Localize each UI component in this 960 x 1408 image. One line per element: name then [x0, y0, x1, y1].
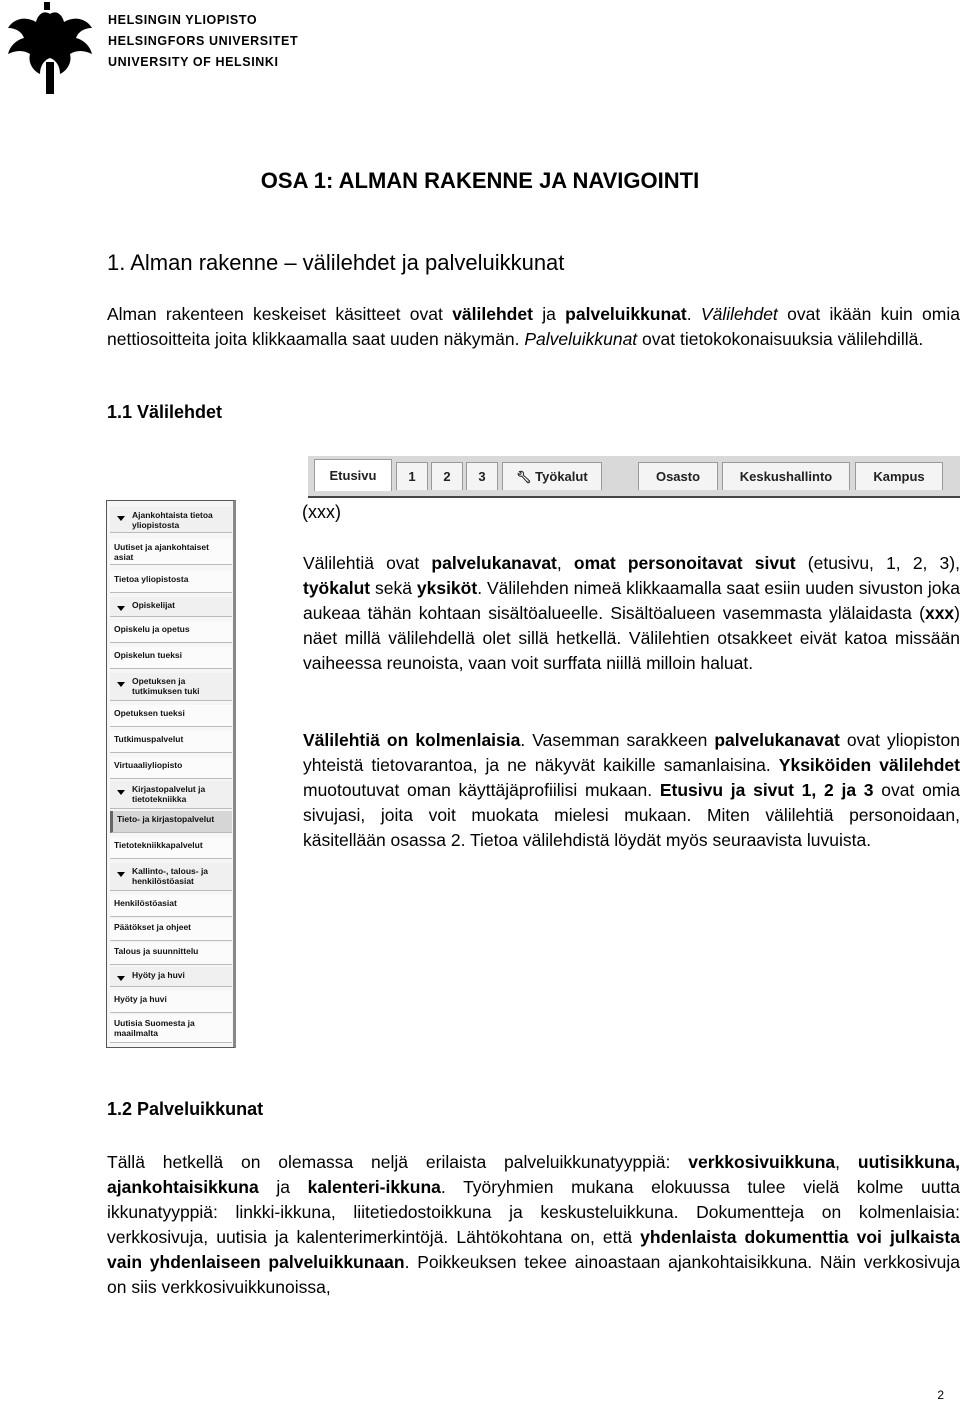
sidebar-item[interactable]: Virtuaaliyliopisto: [110, 757, 232, 779]
windows-paragraph: Tällä hetkellä on olemassa neljä erilaista palveluikkunatyyppiä: verkkosivuikkuna, uutisikkuna, ajankohtaisikkuna ja kalenteri-ikkuna. Työryhmien mukana elokuussa tulee vielä kolme uutta ikkunatyyppiä: linkki-ikkuna, liitetiedostoikkuna ja keskusteluikkuna. Dokumentteja on kolmenlaisia: verkkosivuja, uutisia ja kalenterimerkintöjä. Lähtökohtana on, että yhdenlaista dokumenttia voi julkaista vain yhdenlaiseen palveluikkunaan. Poikkeuksen tekee ainoastaan ajankohtaisikkuna. Näin verkkosivuja on siis verkkosivuikkunoissa,: [107, 1152, 960, 1297]
sidebar-item-active[interactable]: Tieto- ja kirjastopalvelut: [110, 811, 232, 833]
sidebar-item[interactable]: Tutkimuspalvelut: [110, 731, 232, 753]
sidebar-group[interactable]: Opetuksen ja tutkimuksen tuki: [110, 673, 232, 701]
tab-3[interactable]: 3: [466, 462, 498, 490]
chevron-down-icon: [117, 682, 125, 687]
page-title: OSA 1: ALMAN RAKENNE JA NAVIGOINTI: [260, 168, 700, 193]
tab-1[interactable]: 1: [396, 462, 428, 490]
sidebar-item[interactable]: Opiskelun tueksi: [110, 647, 232, 669]
sidebar-group[interactable]: Kirjastopalvelut ja tietotekniikka: [110, 781, 232, 809]
university-logo: [0, 0, 98, 96]
sidebar-item[interactable]: Opiskelu ja opetus: [110, 621, 232, 643]
page-number: 2: [937, 1388, 944, 1402]
chevron-down-icon: [117, 872, 125, 877]
section-1-1-heading: 1.1 Välilehdet: [107, 402, 223, 422]
sidebar-item[interactable]: Uutiset ja ajankohtaiset asiat: [110, 539, 232, 565]
sidebar-item[interactable]: Hyöty ja huvi: [110, 991, 232, 1013]
chevron-down-icon: [117, 516, 125, 521]
sidebar-item[interactable]: Opetuksen tueksi: [110, 705, 232, 727]
xxx-marker: (xxx): [302, 502, 341, 522]
sidebar-screenshot: [106, 500, 236, 1048]
tab-kampus[interactable]: Kampus: [855, 462, 943, 490]
wrench-icon: 🔧︎: [516, 470, 532, 484]
sidebar-group[interactable]: Opiskelijat: [110, 597, 232, 617]
uni-line-en: UNIVERSITY OF HELSINKI: [108, 55, 279, 69]
flame-logo-icon: [0, 0, 98, 96]
tab-tyokalut-label: Työkalut: [535, 469, 588, 484]
sidebar-group[interactable]: Kallinto-, talous- ja henkilöstöasiat: [110, 863, 232, 891]
uni-line-fi: HELSINGIN YLIOPISTO: [108, 13, 258, 27]
sidebar-item[interactable]: Uutisia Suomesta ja maailmalta: [110, 1015, 232, 1043]
tabs-paragraph-2: Välilehtiä on kolmenlaisia. Vasemman sarakkeen palvelukanavat ovat yliopiston yhteistä tietovarantoa, ja ne näkyvät kaikille samanlaisina. Yksiköiden välilehdet muotoutuvat oman käyttäjäprofiilisi mukaan. Etusivu ja sivut 1, 2 ja 3 ovat omia sivujasi, joita voit muokata mielesi mukaan. Miten välilehtiä personoidaan, käsitellään osassa 2. Tietoa välilehdistä löydät myös seuraavista luvuista.: [303, 730, 960, 850]
section-1-2-heading: 1.2 Palveluikkunat: [107, 1099, 264, 1119]
sidebar-item[interactable]: Henkilöstöasiat: [110, 895, 232, 917]
tab-etusivu[interactable]: Etusivu: [314, 459, 392, 491]
sidebar-item[interactable]: Tietotekniikkapalvelut: [110, 837, 232, 859]
tab-2[interactable]: 2: [431, 462, 463, 490]
sidebar-item[interactable]: Tietoa yliopistosta: [110, 571, 232, 593]
chevron-down-icon: [117, 790, 125, 795]
tab-keskushallinto[interactable]: Keskushallinto: [722, 462, 850, 490]
university-name: [108, 10, 298, 73]
sidebar-item[interactable]: Päätökset ja ohjeet: [110, 919, 232, 941]
sidebar-group[interactable]: Ajankohtaista tietoa yliopistosta: [110, 507, 232, 533]
chevron-down-icon: [117, 976, 125, 981]
uni-line-sv: HELSINGFORS UNIVERSITET: [108, 34, 299, 48]
tab-osasto[interactable]: Osasto: [638, 462, 718, 490]
sidebar-item[interactable]: Talous ja suunnittelu: [110, 943, 232, 965]
tab-bar: [308, 456, 960, 498]
tab-tyokalut[interactable]: [502, 462, 602, 490]
chevron-down-icon: [117, 606, 125, 611]
section-1-intro: Alman rakenteen keskeiset käsitteet ovat välilehdet ja palveluikkunat. Välilehdet ovat ikään kuin omia nettiosoitteita joita klikkaamalla saat uuden näkymän. Palveluikkunat ovat tietokokonaisuuksia välilehdillä.: [107, 304, 960, 349]
sidebar-group[interactable]: Hyöty ja huvi: [110, 967, 232, 987]
tabs-paragraph-1: Välilehtiä ovat palvelukanavat, omat personoitavat sivut (etusivu, 1, 2, 3), työkalut sekä yksiköt. Välilehden nimeä klikkaamalla saat esiin uuden sivuston joka aukeaa tähän kohtaan sisältöalueelle. Sisältöalueen vasemmasta ylälaidasta (xxx) näet millä välilehdellä olet sillä hetkellä. Välilehtien otsakkeet eivät katoa missään vaiheessa reunoista, vaan voit surffata niillä milloin haluat.: [303, 553, 960, 673]
section-1-heading: 1. Alman rakenne – välilehdet ja palveluikkunat: [107, 250, 565, 275]
